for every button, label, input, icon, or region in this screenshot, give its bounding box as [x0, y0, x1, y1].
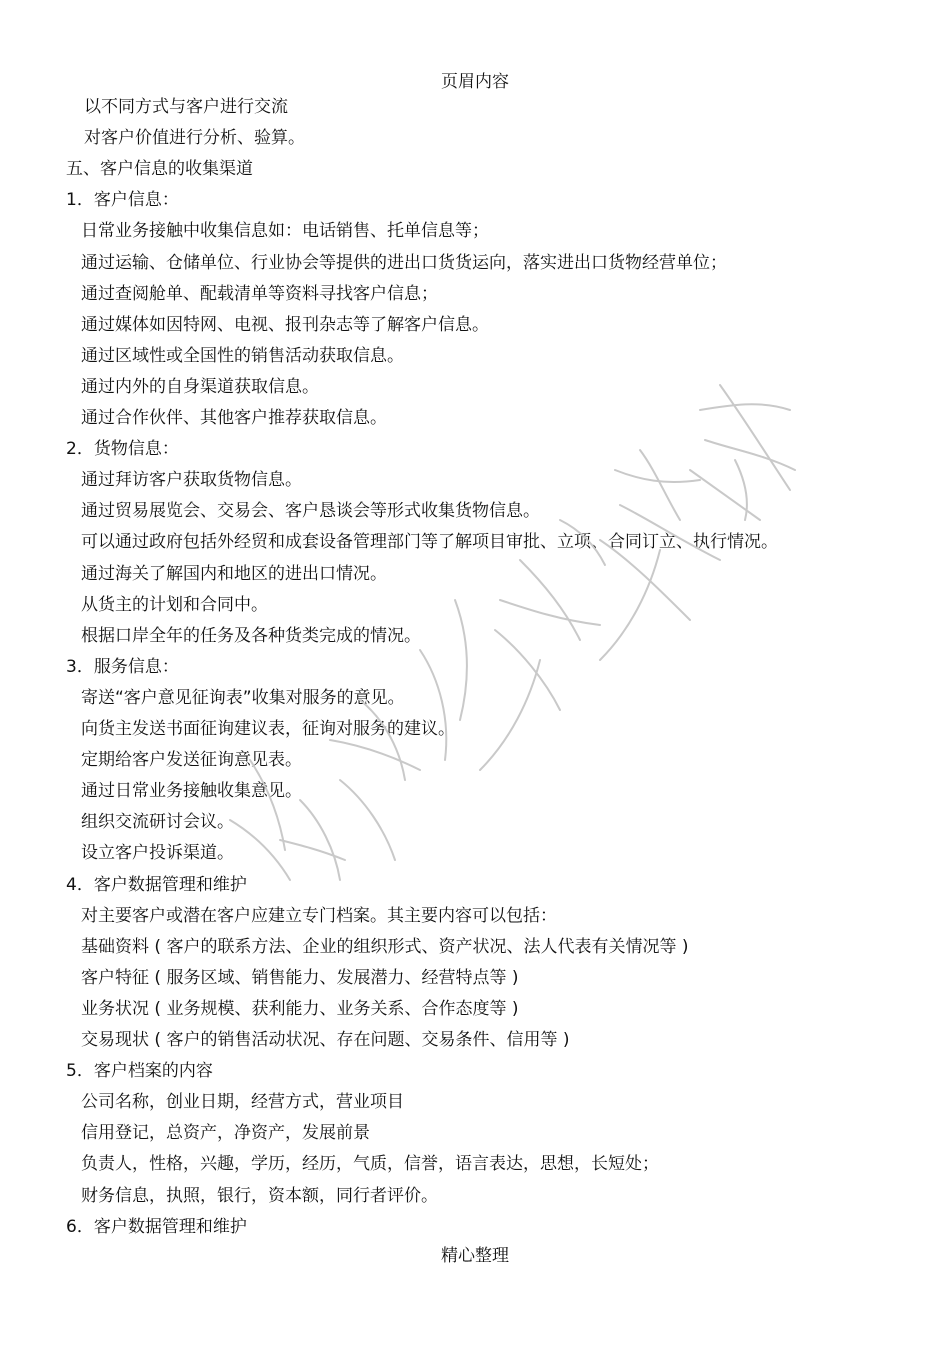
- section-heading: 1．客户信息：: [66, 190, 179, 211]
- section-heading: 3．服务信息：: [66, 656, 179, 677]
- paragraph-line: 交易现状 ( 客户的销售活动状况、存在问题、交易条件、信用等 ): [81, 1030, 570, 1050]
- paragraph-line: 对客户价值进行分析、验算。: [84, 128, 305, 149]
- paragraph-line: 通过日常业务接触收集意见。: [81, 781, 302, 802]
- paragraph-line: 向货主发送书面征询建议表，征询对服务的建议。: [81, 719, 455, 739]
- paragraph-line: 设立客户投诉渠道。: [81, 843, 234, 864]
- paragraph-line: 日常业务接触中收集信息如：电话销售、托单信息等；: [81, 221, 489, 242]
- paragraph-line: 从货主的计划和合同中。: [81, 594, 268, 615]
- section-heading: 6．客户数据管理和维护: [66, 1216, 247, 1237]
- section-heading: 5．客户档案的内容: [66, 1061, 213, 1082]
- paragraph-line: 财务信息，执照，银行，资本额，同行者评价。: [81, 1185, 438, 1206]
- paragraph-line: 通过贸易展览会、交易会、客户恳谈会等形式收集货物信息。: [81, 501, 540, 522]
- paragraph-line: 通过拜访客户获取货物信息。: [81, 470, 302, 491]
- paragraph-line: 客户特征 ( 服务区域、销售能力、发展潜力、经营特点等 ): [81, 967, 519, 988]
- paragraph-line: 公司名称，创业日期，经营方式，营业项目: [81, 1092, 404, 1113]
- paragraph-line: 通过媒体如因特网、电视、报刊杂志等了解客户信息。: [81, 314, 489, 335]
- page-header: 页眉内容: [441, 72, 509, 92]
- paragraph-line: 通过海关了解国内和地区的进出口情况。: [81, 563, 387, 584]
- section-heading: 2．货物信息：: [66, 439, 179, 460]
- paragraph-line: 组织交流研讨会议。: [81, 812, 234, 833]
- paragraph-line: 通过合作伙伴、其他客户推荐获取信息。: [81, 408, 387, 428]
- paragraph-line: 通过区域性或全国性的销售活动获取信息。: [81, 345, 404, 366]
- section-heading: 4．客户数据管理和维护: [66, 874, 247, 895]
- page-footer: 精心整理: [441, 1246, 509, 1266]
- paragraph-line: 通过内外的自身渠道获取信息。: [81, 376, 319, 397]
- paragraph-line: 可以通过政府包括外经贸和成套设备管理部门等了解项目审批、立项、合同订立、执行情况。: [81, 532, 778, 553]
- paragraph-line: 根据口岸全年的任务及各种货类完成的情况。: [81, 625, 421, 646]
- paragraph-line: 定期给客户发送征询意见表。: [81, 750, 302, 771]
- paragraph-line: 寄送“客户意见征询表”收集对服务的意见。: [81, 687, 405, 708]
- paragraph-line: 信用登记，总资产，净资产，发展前景: [81, 1123, 370, 1144]
- paragraph-line: 业务状况 ( 业务规模、获利能力、业务关系、合作态度等 ): [81, 998, 519, 1019]
- section-heading: 五、客户信息的收集渠道: [66, 159, 253, 180]
- paragraph-line: 通过运输、仓储单位、行业协会等提供的进出口货货运向，落实进出口货物经营单位；: [81, 252, 727, 273]
- paragraph-line: 通过查阅舱单、配载清单等资料寻找客户信息；: [81, 283, 438, 304]
- paragraph-line: 负责人，性格，兴趣，学历，经历，气质，信誉，语言表达，思想，长短处；: [81, 1154, 659, 1175]
- paragraph-line: 对主要客户或潜在客户应建立专门档案。其主要内容可以包括：: [81, 905, 557, 926]
- paragraph-line: 基础资料 ( 客户的联系方法、企业的组织形式、资产状况、法人代表有关情况等 ): [81, 936, 689, 957]
- paragraph-line: 以不同方式与客户进行交流: [84, 97, 288, 117]
